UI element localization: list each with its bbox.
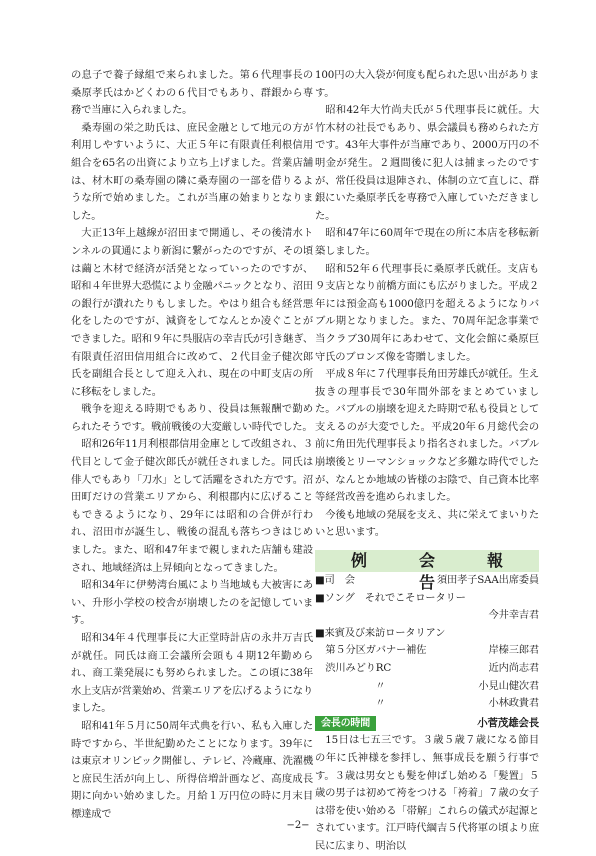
right-paragraph: 昭和47年に60周年で現在の所に本店を移転新築しました。 [315,227,539,257]
left-paragraph: 戦争を迎える時期でもあり、役員は無報酬で勤められたそうです。戦前戦後の大変厳しい時代でした。 [71,403,313,433]
right-paragraph: 今後も地域の発展を支え、共に栄えてまいりたいと思います。 [315,508,539,539]
guest-row [315,660,539,678]
guest-row [315,678,539,696]
left-paragraph: 昭和34年４代理事長に大正堂時計店の永井万吉氏が就任。同氏は商工会議所会頭も４期12年勤められ、商工業発展にも努められました。この頃に38年水上支店が営業始め、営業エリアを広げるようになりました。 [71,632,313,715]
left-paragraph: 昭和41年５月に50周年式典を行い、私も入庫した時ですから、半世紀勤めたことになります。39年には東京オリンピック開催し、テレビ、冷蔵庫、洗濯機と庶民生活が向上し、所得倍増計画など、高度成長期に向かい始めました。月給１万円位の時に月末目標達成で [71,719,313,820]
right-paragraph: 昭和42年大竹尚夫氏が５代理事長に就任。大竹木材の社長でもあり、県会議員も務められた方です。43年大事件が当庫であり、2000万円の不明金が発生。２週間後に犯人は捕まったのですが、常任役員は退陣され、体制の立て直しに、群銀にいた桑原孝氏を専務で入庫していただきました。 [315,104,539,222]
right-paragraph: 100円の大入袋が何度も配られた思い出があります。 [315,69,539,99]
song-label: ■ソング それでこそロータリー [315,591,466,604]
guest-name: 岸榛三郎君 [488,644,539,657]
guest-role: 渋川みどりRC [325,662,392,674]
guest-role: 〃 [375,697,386,710]
left-paragraph: 桑寿園の栄之助氏は、庶民金融として地元の方が利用しやすいように、大正５年に有限責任利根信用組合を65名の出資により立ち上げました。営業店舗は、材木町の桑寿園の隣に桑寿園の一部を借りるような所で始めました。これが当庫の始まりとなりました。 [71,121,313,222]
president-time-tag: 会長の時間 [315,716,376,731]
song-leader-row [315,607,539,625]
left-paragraph: の息子で養子縁組で来られました。第６代理事長の桑原孝氏はかどくわの６代目でもあり、群銀から専務で当庫に入られました。 [71,69,313,117]
left-paragraph: 大正13年上越線が沼田まで開通し、その後清水トンネルの貫通により新潟に繋がったのですが、その頃は繭と木材で経済が活発となっていったのですが、昭和４年世界大恐慌により金融パニックとなり、沼田の銀行が潰れたりもしました。やはり組合も経営悪化をしたのですが、減資をしてなんとか凌ぐことができました。昭和９年に呉服店の幸吉氏が引き継ぎ、有限責任沼田信用組合に改めて、２代目金子健次郎氏を副組合長として迎え入れ、現在の中町支店の所に移転をしました。 [71,227,314,398]
president-time-header [315,715,539,733]
right-column [315,67,556,856]
guest-name: 小林政貴君 [488,697,539,710]
guest-role: 第５分区ガバナー補佐 [325,644,427,657]
chair-name: 須田孝子SAA出席委員 [436,574,539,587]
guest-row [315,642,539,660]
left-column [71,67,313,824]
meeting-report-heading: 例 会 報 告 [315,550,539,572]
chair-label: ■司 会 [315,574,355,587]
left-paragraph: 昭和34年に伊勢湾台風により当地域も大被害にあい、升形小学校の校舎が崩壊したのを記憶しています。 [71,579,313,627]
song-leader: 今井幸吉君 [488,609,539,622]
left-paragraph: 昭和26年11月利根郡信用金庫として改組され、３代目として金子健次郎氏が就任されました。同氏は俳人でもあり「刀水」として活躍をされた方です。沼田町だけの営業エリアから、利根郡内に広げることもできるようになり、29年には昭和の合併が行われ、沼田市が誕生し、戦後の混乱も落ちつきはじめました。また、昭和47年まで親しまれた店舗も建設され、地域経済は上昇傾向となってきました。 [71,438,313,574]
guest-name: 近内尚志君 [488,662,539,674]
guest-row [315,695,539,713]
page-number: −2− [286,820,310,831]
guest-role: 〃 [375,679,386,692]
president-name: 小菅茂雄会長 [477,716,539,729]
president-text: 15日は七五三です。３歳５歳７歳になる節目の年に氏神様を参拝し、無事成長を願う行事です。３歳は男女とも髪を伸ばし始める「髪置」５歳の男子は初めて袴をつける「袴着」７歳の女子は帯を使い始める「帯解」これらの儀式が起源とされています。江戸時代綱吉５代将軍の頃より庶民に広まり、明治以 [315,734,539,852]
guest-name: 小見山健次君 [478,679,539,692]
guests-label: ■来賓及び来訪ロータリアン [315,626,446,639]
right-paragraph: 昭和52年６代理事長に桑原孝氏就任。支店も９支店となり前橋方面にも広がりました。平成２年には預金高も1000億円を超えるようになりバブル期となりました。また、70周年記念事業で当クラブ30周年にあわせて、文化会館に桑原巨守氏のブロンズ像を寄贈しました。 [315,262,539,363]
guests-label-row [315,625,539,643]
right-paragraph: 平成８年に７代理事長角田芳雄氏が就任。生え抜きの理事長で30年間外部をまとめていました。バブルの崩壊を迎えた時期で私も役員として支えるのが大変でした。平成20年６月総代会の前に角田先代理事長より指名されました。バブル崩壊後とリーマンショックなど多難な時代でしたが、なんとか地域の皆様のお陰で、自己資本比率等経営改善を進められました。 [315,368,539,504]
